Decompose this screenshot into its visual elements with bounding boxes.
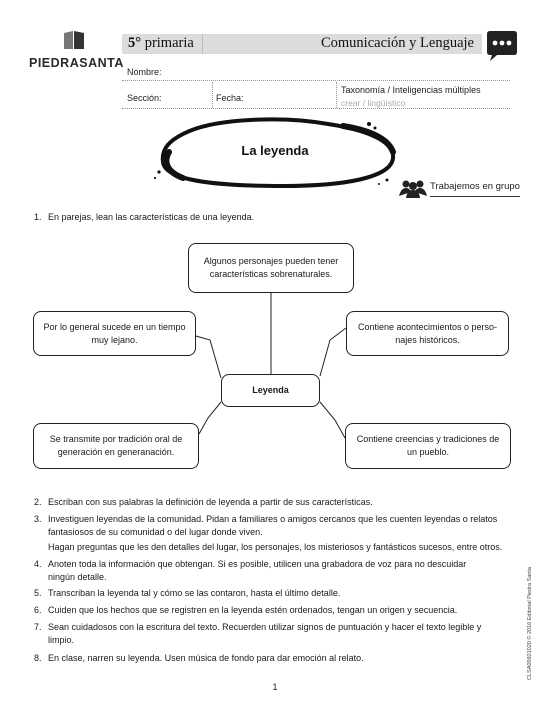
map-node-right-top: Contiene acontecimientos o perso-najes históricos. [346,311,509,356]
page-title: La leyenda [241,143,309,158]
taxonomy-values: crear / lingüístico [341,98,406,108]
map-node-right-bottom: Contiene creencias y tradiciones de un pueblo. [345,423,511,469]
group-work-label: Trabajemos en grupo [430,181,520,192]
taxonomy-title: Taxonomía / Inteligencias múltiples [341,85,481,95]
instruction-7: 7. Sean cuidadosos con la escritura del texto. Recuerden utilizar signos de puntuación y hacer el texto legible y limpio. [34,622,482,645]
section-label: Sección: [127,93,162,103]
map-node-left-bottom: Se transmite por tradición oral de generación en generanación. [33,423,199,469]
name-label: Nombre: [127,67,162,77]
copyright-notice: CLSA05601020 © 2016 Editorial Piedra Santa [527,567,533,680]
instruction-text: En parejas, lean las características de una leyenda. [48,212,255,222]
map-node-left-top: Por lo general sucede en un tiempo muy lejano. [33,311,196,356]
instruction-4: 4. Anoten toda la información que obtengan. Si es posible, utilicen una grabadora de voz para no descuidar ningún detalle. [34,559,467,582]
instruction-3: 3. Investiguen leyendas de la comunidad. Pidan a familiares o amigos cercanos que les cuenten leyendas o relatos fantasiosos de su comunidad o del lugar donde viven. [34,514,498,537]
subject-label: Comunicación y Lenguaje [320,35,474,51]
grade-label: 5° primaria [128,35,194,51]
instruction-number: 1. [34,212,42,222]
page-number: 1 [272,682,278,692]
map-node-top: Algunos personajes pueden tener características sobrenaturales. [188,243,354,293]
map-node-center: Leyenda [221,374,320,407]
date-label: Fecha: [216,93,244,103]
logo-text: PIEDRASANTA [29,56,124,70]
